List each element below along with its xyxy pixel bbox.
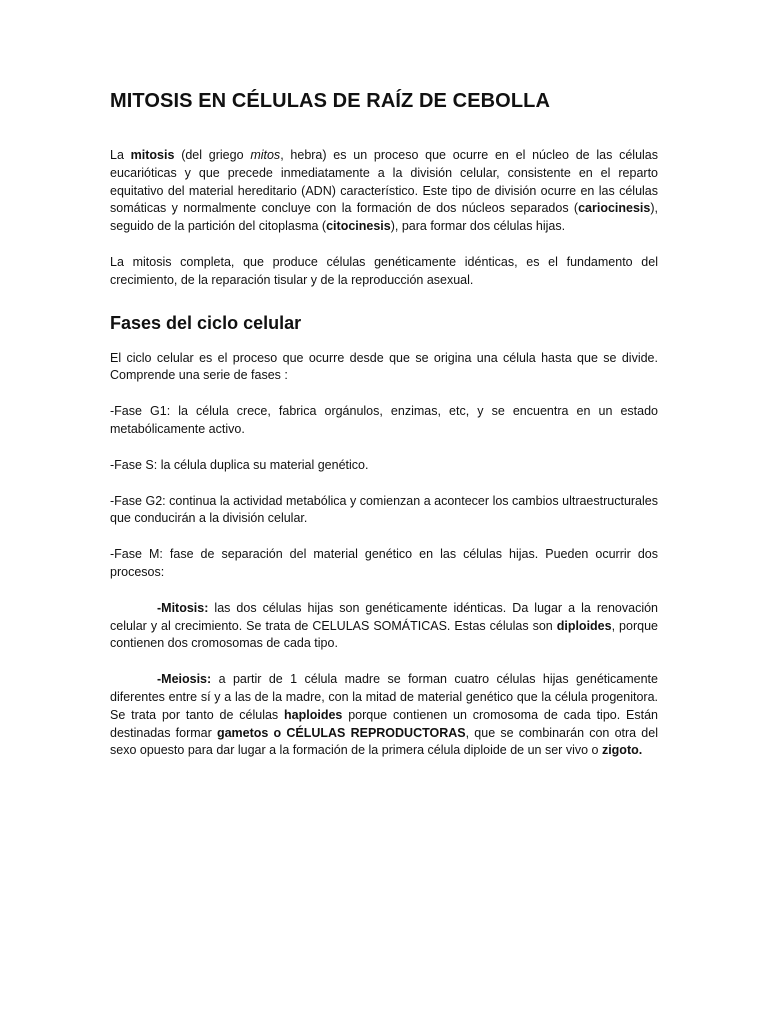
spacer — [110, 290, 658, 311]
text-fragment: (del griego — [174, 148, 251, 162]
bold-term-citocinesis: citocinesis — [326, 219, 391, 234]
text-fragment: , que se combinarán con otra del sexo opuesto para dar lugar a la formación de la primera célula diploide de un ser vivo o — [110, 725, 658, 758]
mitosis-item-paragraph — [110, 600, 658, 653]
spacer — [110, 335, 658, 350]
text-fragment: las dos células hijas son genéticamente idénticas. Da lugar a la renovación celular y al crecimiento. Se trata de CELULAS SOMÁTICAS. Estas células son — [110, 600, 658, 633]
document-title: MITOSIS EN CÉLULAS DE RAÍZ DE CEBOLLA — [110, 90, 551, 112]
text-fragment: ), seguido de la partición del citoplasma ( — [110, 201, 658, 234]
text-fragment: porque contienen un cromosoma de cada tipo. Están destinadas formar — [110, 707, 658, 740]
text-fragment: a partir de 1 célula madre se forman cuatro células hijas genéticamente diferentes entre sí y a las de la madre, con la mitad de material genético que la célula progenitora. Se trata por tanto de células — [110, 672, 658, 722]
cycle-intro-paragraph: El ciclo celular es el proceso que ocurre desde que se origina una célula hasta que se divide. Comprende una serie de fases : — [110, 350, 658, 383]
meiosis-item-label: -Meiosis: — [157, 672, 212, 687]
text-fragment: La — [110, 148, 131, 162]
text-fragment: ), para formar dos células hijas. — [390, 219, 566, 234]
meiosis-item-paragraph — [110, 671, 658, 760]
spacer — [110, 114, 658, 147]
spacer — [110, 475, 658, 493]
intro-paragraph-2: La mitosis completa, que produce células genéticamente idénticas, es el fundamento del crecimiento, de la reparación tisular y de la reproducción asexual. — [110, 254, 658, 287]
bold-term-mitosis: mitosis — [130, 148, 175, 162]
spacer — [110, 528, 658, 546]
spacer — [110, 236, 658, 254]
section-title: Fases del ciclo celular — [110, 312, 302, 333]
spacer — [110, 582, 658, 600]
bold-term-diploides: diploides — [556, 618, 612, 633]
phase-m-paragraph: -Fase M: fase de separación del material genético en las células hijas. Pueden ocurrir dos procesos: — [110, 547, 658, 579]
intro-paragraph-1 — [110, 147, 658, 236]
bold-term-haploides: haploides — [284, 707, 343, 722]
italic-term-mitos: mitos — [250, 148, 281, 162]
bold-term-zigoto: zigoto. — [601, 743, 643, 758]
phase-g1-paragraph: -Fase G1: la célula crece, fabrica orgánulos, enzimas, etc, y se encuentra en un estado metabólicamente activo. — [110, 404, 658, 436]
document-page — [110, 88, 658, 760]
bold-term-cariocinesis: cariocinesis — [578, 201, 651, 216]
mitosis-item-label: -Mitosis: — [157, 600, 209, 615]
phase-g2-paragraph: -Fase G2: continua la actividad metabólica y comienzan a acontecer los cambios ultraestructurales que conducirán a la división celular. — [110, 493, 658, 526]
text-fragment: , porque contienen dos cromosomas de cada tipo. — [110, 618, 658, 651]
phase-s-paragraph: -Fase S: la célula duplica su material genético. — [110, 457, 369, 472]
text-fragment: , hebra) es un proceso que ocurre en el núcleo de las células eucarióticas y que precede inmediatamente a la división celular, consistente en el reparto equitativo del material hereditario (ADN) característico. Este tipo de división ocurre en las células somáticas y normalmente concluye con la formación de dos núcleos separados ( — [110, 148, 659, 216]
bold-term-gametos: gametos o CÉLULAS REPRODUCTORAS — [216, 725, 466, 740]
spacer — [110, 653, 658, 671]
spacer — [110, 439, 658, 457]
spacer — [110, 385, 658, 403]
